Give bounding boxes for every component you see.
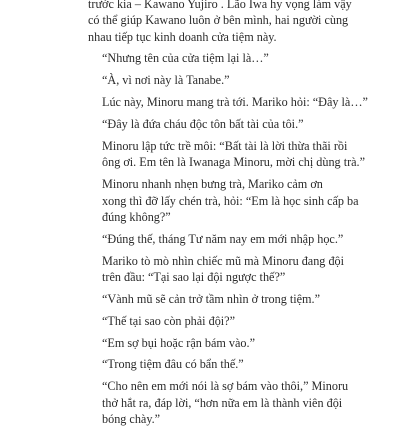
text-line: bóng chày.”	[102, 411, 161, 426]
text-line: đúng không?”	[102, 209, 171, 224]
text-line: nhau tiếp tục kinh doanh cửa tiệm này.	[88, 29, 277, 44]
paragraph	[88, 378, 349, 427]
text-line: “Đây là đứa cháu độc tôn bất tài của tôi.”	[102, 117, 304, 132]
paragraph	[88, 176, 359, 225]
text-line: ông ơi. Em tên là Iwanaga Minoru, mời chị dùng trà.”	[102, 155, 366, 170]
text-line: “Đúng thế, tháng Tư năm nay em mới nhập học.”	[102, 231, 344, 246]
text-line: Lúc này, Minoru mang trà tới. Mariko hỏi: “Đây là…”	[102, 95, 368, 110]
paragraph	[88, 138, 366, 171]
paragraph	[88, 335, 328, 351]
text-line: Minoru nhanh nhẹn bưng trà, Mariko cảm ơn	[102, 177, 323, 192]
paragraph	[88, 231, 344, 247]
text-line: “Vành mũ sẽ cản trở tầm nhìn ở trong tiệm.”	[102, 291, 320, 306]
paragraph	[88, 72, 328, 88]
text-line: Mariko tò mò nhìn chiếc mũ mà Minoru đang đội	[102, 253, 345, 268]
text-line: trên đầu: “Tại sao lại đội ngược thế?”	[102, 269, 286, 284]
paragraph	[88, 253, 345, 286]
paragraph	[88, 94, 368, 110]
text-line: trước kia – Kawano Yujiro . Lão Iwa hy vọng làm vậy	[88, 0, 352, 11]
text-line: “Trong tiệm đâu có bẩn thế.”	[102, 357, 244, 372]
paragraph	[88, 0, 352, 45]
text-line: “À, vì nơi này là Tanabe.”	[102, 73, 230, 88]
text-line: thở hắt ra, đáp lời, “hơn nữa em là thành viên đội	[102, 395, 343, 410]
text-line: có thể giúp Kawano luôn ở bên mình, hai người cùng	[88, 13, 349, 28]
text-line: “Em sợ bụi hoặc rận bám vào.”	[102, 335, 255, 350]
text-line: “Nhưng tên của cửa tiệm lại là…”	[102, 51, 269, 66]
text-line: “Cho nên em mới nói là sợ bám vào thôi,” Minoru	[102, 379, 349, 394]
paragraph	[88, 116, 328, 132]
paragraph	[88, 313, 328, 329]
text-line: “Thế tại sao còn phải đội?”	[102, 313, 235, 328]
paragraph	[88, 356, 328, 372]
text-line: xong thì đỡ lấy chén trà, hỏi: “Em là học sinh cấp ba	[102, 193, 359, 208]
text-body	[88, 0, 368, 433]
paragraph	[88, 50, 328, 66]
text-line: Minoru lập tức trề môi: “Bất tài là lời thừa thãi rồi	[102, 139, 348, 154]
paragraph	[88, 291, 328, 307]
